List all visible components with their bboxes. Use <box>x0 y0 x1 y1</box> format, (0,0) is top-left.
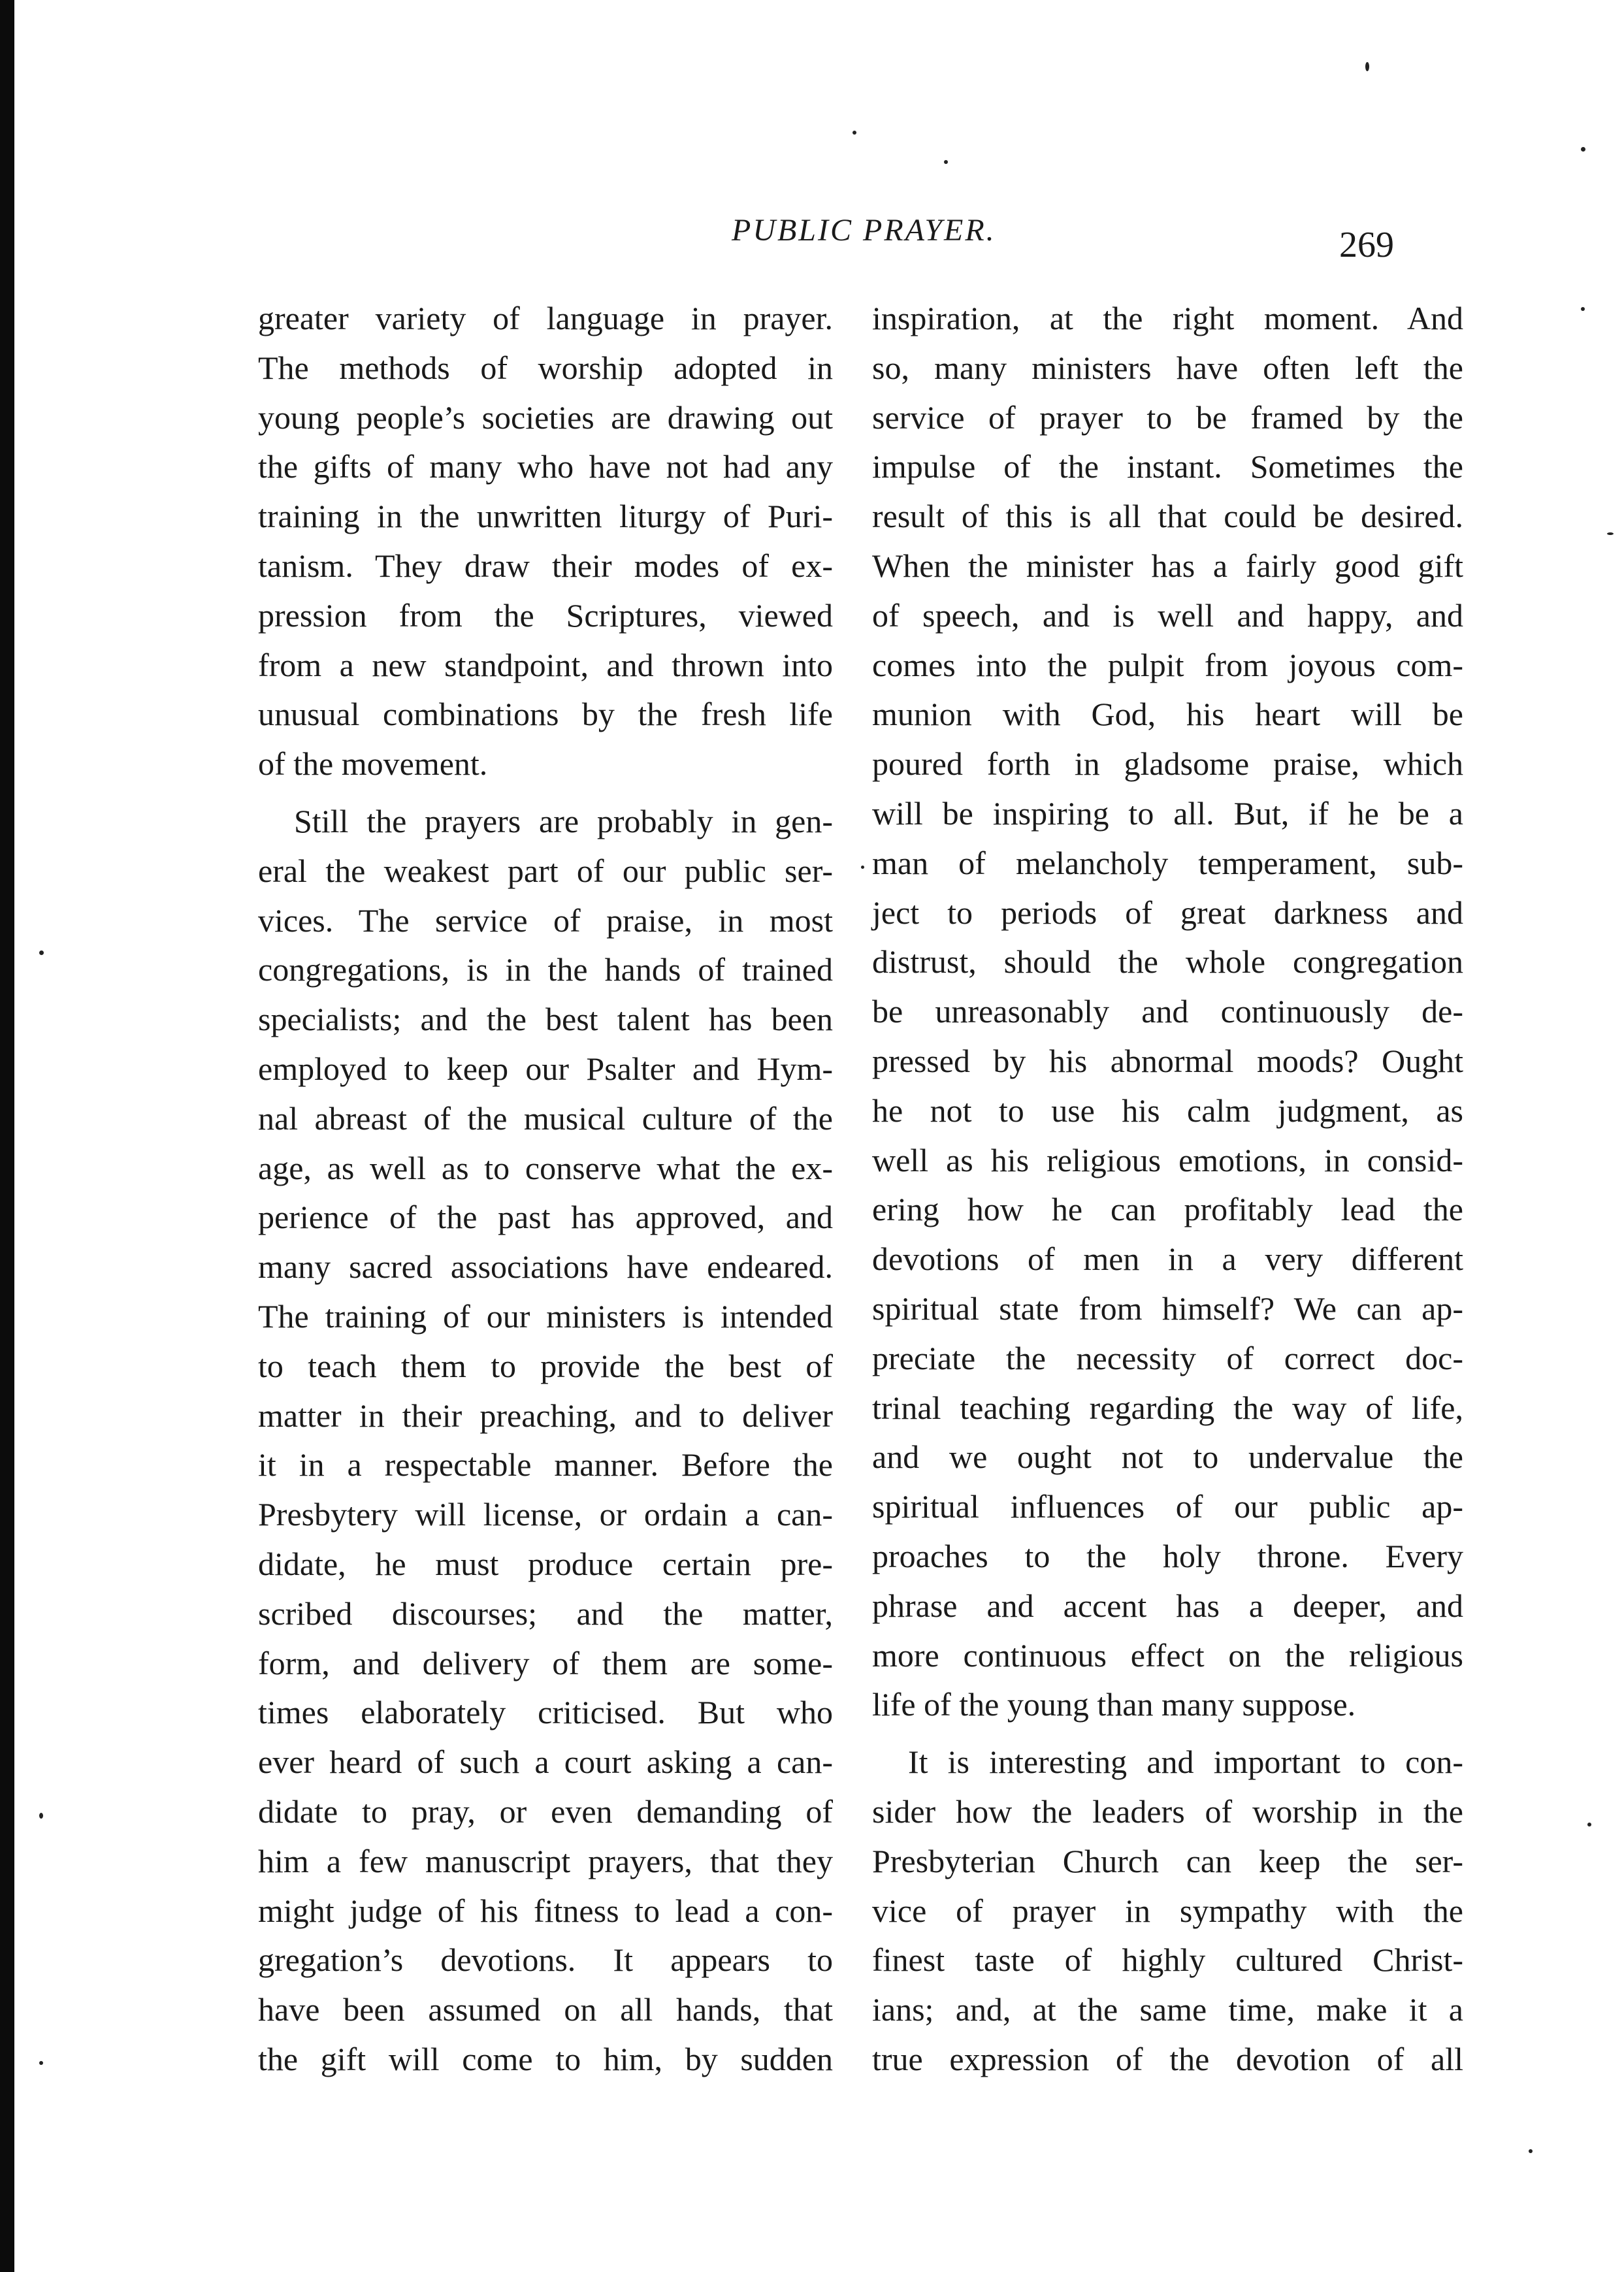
speck-mark <box>1581 307 1585 311</box>
text-line: phrase and accent has a deeper, and <box>872 1587 1463 1624</box>
text-line: pressed by his abnormal moods? Ought <box>872 1042 1463 1079</box>
text-line: specialists; and the best talent has been <box>258 1001 833 1038</box>
text-line: life of the young than many suppose. <box>872 1686 1356 1723</box>
text-line: greater variety of language in prayer. <box>258 300 833 336</box>
speck-mark <box>853 131 856 135</box>
text-line: service of prayer to be framed by the <box>872 398 1463 436</box>
text-line: The training of our ministers is intended <box>258 1297 833 1335</box>
text-line: age, as well as to conserve what the ex- <box>258 1149 833 1186</box>
text-line: finest taste of highly cultured Christ- <box>872 1941 1463 1979</box>
text-line: ians; and, at the same time, make it a <box>872 1991 1463 2028</box>
text-line: training in the unwritten liturgy of Puri- <box>258 498 833 535</box>
text-line: It is interesting and important to con- <box>908 1744 1463 1781</box>
text-line: spiritual influences of our public ap- <box>872 1488 1463 1525</box>
text-line: inspiration, at the right moment. And <box>872 300 1463 336</box>
text-line: eral the weakest part of our public ser- <box>258 852 833 889</box>
text-line: congregations, is in the hands of trained <box>258 951 833 988</box>
text-line: unusual combinations by the fresh life <box>258 696 833 733</box>
text-line: didate to pray, or even demanding of <box>258 1793 833 1830</box>
text-line: ever heard of such a court asking a can- <box>258 1744 833 1781</box>
text-line: trinal teaching regarding the way of life, <box>872 1389 1463 1426</box>
text-line: Still the prayers are probably in gen- <box>294 802 833 839</box>
text-line: of the movement. <box>258 745 488 783</box>
text-line: pression from the Scriptures, viewed <box>258 596 833 634</box>
text-line: impulse of the instant. Sometimes the <box>872 448 1463 485</box>
text-line: proaches to the holy throne. Every <box>872 1537 1463 1574</box>
text-line: result of this is all that could be desired. <box>872 498 1463 535</box>
text-line: many sacred associations have endeared. <box>258 1248 833 1286</box>
text-line: him a few manuscript prayers, that they <box>258 1842 833 1879</box>
binding-edge <box>0 0 14 2272</box>
text-line: munion with God, his heart will be <box>872 696 1463 733</box>
text-line: employed to keep our Psalter and Hym- <box>258 1050 833 1087</box>
speck-mark <box>39 2061 43 2065</box>
text-line: will be inspiring to all. But, if he be a <box>872 794 1463 832</box>
text-line: so, many ministers have often left the <box>872 349 1463 386</box>
text-line: true expression of the devotion of all <box>872 2040 1463 2077</box>
text-line: When the minister has a fairly good gift <box>872 547 1463 584</box>
text-line: the gift will come to him, by sudden <box>258 2040 833 2077</box>
text-line: to teach them to provide the best of <box>258 1347 833 1384</box>
text-line: it in a respectable manner. Before the <box>258 1446 833 1484</box>
text-line: and we ought not to undervalue the <box>872 1438 1463 1476</box>
text-line: preciate the necessity of correct doc- <box>872 1339 1463 1376</box>
text-line: form, and delivery of them are some- <box>258 1644 833 1681</box>
text-line: Presbytery will license, or ordain a can- <box>258 1496 833 1533</box>
text-line: more continuous effect on the religious <box>872 1636 1463 1674</box>
speck-mark <box>944 160 948 164</box>
text-line: man of melancholy temperament, sub- <box>872 844 1463 881</box>
text-line: vices. The service of praise, in most <box>258 901 833 939</box>
text-line: distrust, should the whole congregation <box>872 943 1463 981</box>
text-line: ject to periods of great darkness and <box>872 894 1463 931</box>
text-line: well as his religious emotions, in consid- <box>872 1141 1463 1178</box>
speck-mark <box>1529 2149 1533 2153</box>
text-line: nal abreast of the musical culture of the <box>258 1099 833 1137</box>
right-column <box>872 294 1463 2085</box>
text-line: sider how the leaders of worship in the <box>872 1793 1463 1830</box>
text-line: might judge of his fitness to lead a con- <box>258 1892 833 1929</box>
text-line: from a new standpoint, and thrown into <box>258 646 833 683</box>
text-line: Presbyterian Church can keep the ser- <box>872 1842 1463 1879</box>
speck-mark <box>39 950 44 955</box>
text-line: be unreasonably and continuously de- <box>872 993 1463 1030</box>
text-line: didate, he must produce certain pre- <box>258 1545 833 1582</box>
text-line: spiritual state from himself? We can ap- <box>872 1290 1463 1327</box>
text-line: comes into the pulpit from joyous com- <box>872 646 1463 683</box>
text-line: young people’s societies are drawing out <box>258 398 833 436</box>
text-line: tanism. They draw their modes of ex- <box>258 547 833 584</box>
speck-mark <box>39 1813 43 1819</box>
text-line: matter in their preaching, and to deliver <box>258 1397 833 1434</box>
speck-mark <box>1607 532 1614 535</box>
text-line: the gifts of many who have not had any <box>258 448 833 485</box>
text-line: have been assumed on all hands, that <box>258 1991 833 2028</box>
running-head: PUBLIC PRAYER. <box>732 213 996 248</box>
text-line: gregation’s devotions. It appears to <box>258 1941 833 1979</box>
page-number: 269 <box>1339 225 1394 265</box>
speck-mark <box>1365 62 1369 71</box>
text-line: perience of the past has approved, and <box>258 1199 833 1236</box>
text-line: poured forth in gladsome praise, which <box>872 745 1463 783</box>
text-line: he not to use his calm judgment, as <box>872 1092 1463 1129</box>
text-line: scribed discourses; and the matter, <box>258 1595 833 1632</box>
left-column <box>258 294 833 2085</box>
speck-mark <box>861 866 864 869</box>
text-line: times elaborately criticised. But who <box>258 1694 833 1731</box>
text-line: ering how he can profitably lead the <box>872 1191 1463 1228</box>
speck-mark <box>1581 147 1585 152</box>
text-line: vice of prayer in sympathy with the <box>872 1892 1463 1929</box>
text-line: devotions of men in a very different <box>872 1241 1463 1278</box>
speck-mark <box>1587 1823 1591 1826</box>
text-line: of speech, and is well and happy, and <box>872 596 1463 634</box>
text-line: The methods of worship adopted in <box>258 349 833 386</box>
